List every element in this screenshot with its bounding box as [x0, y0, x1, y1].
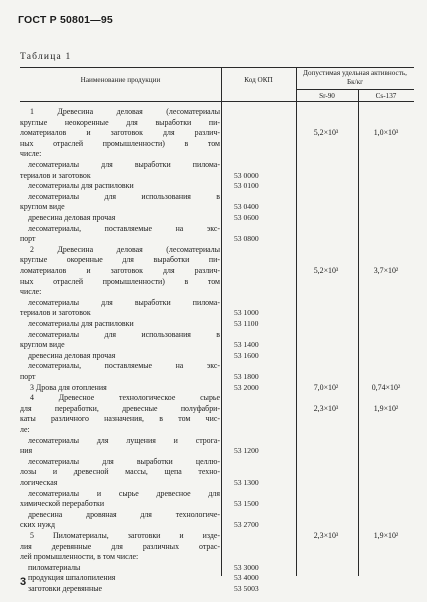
description-line: лесоматериалы и сырье древесное для [28, 488, 220, 498]
column-header-product: Наименование продукции [80, 76, 161, 84]
description-line: ных отраслей промышленности) в том [20, 276, 220, 286]
description-line: териалов и заготовок [20, 308, 91, 318]
description-line: ских нужд [20, 520, 56, 530]
description-line: ния [20, 446, 33, 456]
product-description [20, 330, 220, 351]
description-line: териалов и заготовок [20, 170, 91, 180]
table-row [20, 192, 414, 213]
description-line: числе: [20, 287, 42, 297]
description-line: лесоматериалы, поставляемые на экс- [28, 361, 220, 371]
description-line: лесоматериалы для выработки пилома- [28, 297, 220, 307]
table-top-rule [20, 67, 414, 68]
description-line: продукция шпалопиления [28, 573, 116, 583]
product-description [20, 298, 220, 319]
column-header-sr90: Sr-90 [319, 92, 335, 100]
cs137-activity: 1,9×10² [373, 531, 399, 540]
table-row [20, 383, 414, 394]
product-description [20, 107, 220, 160]
table-row [20, 457, 414, 489]
table-row [20, 224, 414, 245]
description-line: лесоматериалы для выработки целлю- [28, 456, 220, 466]
product-description [20, 192, 220, 213]
okp-code: 53 0400 [234, 202, 259, 212]
description-line: логическая [20, 477, 58, 487]
description-line: ле: [20, 424, 30, 434]
description-line: 1 Древесина деловая (лесоматериалы [30, 107, 220, 116]
okp-code: 53 2000 [234, 382, 259, 392]
cs137-activity: 1,0×10³ [373, 128, 399, 138]
table-row [20, 563, 414, 574]
description-line: 4 Древесное технологическое сырье [30, 393, 220, 403]
page-number: 3 [20, 576, 27, 588]
table-row [20, 181, 414, 192]
table-row [20, 351, 414, 362]
description-line: числе: [20, 149, 42, 159]
okp-code: 53 2700 [234, 520, 259, 530]
product-description [20, 510, 220, 531]
product-description [20, 224, 220, 245]
description-line: круглые неокоренные для выработки пи- [20, 117, 220, 127]
cs137-activity: 1,9×10² [373, 403, 399, 413]
okp-code: 53 1000 [234, 308, 259, 318]
table-caption: Таблица 1 [20, 52, 72, 62]
table-row [20, 510, 414, 531]
product-description [20, 531, 220, 563]
table-row [20, 107, 414, 160]
okp-code: 53 1300 [234, 477, 259, 487]
description-line: каты различного назначения, в том чис- [20, 414, 220, 424]
cs137-activity: 0,74×10² [371, 382, 401, 392]
description-line: лесоматериалы для использования в [28, 329, 220, 339]
product-description [20, 563, 220, 574]
product-description [20, 584, 220, 595]
table-row [20, 245, 414, 298]
okp-code: 53 1100 [234, 319, 259, 328]
description-line: лесоматериалы для распиловки [28, 181, 134, 191]
product-description [20, 160, 220, 181]
description-line: ных отраслей промышленности) в том [20, 138, 220, 148]
table-row [20, 330, 414, 351]
description-line: 3 Дрова для отопления [30, 382, 107, 392]
table-row [20, 319, 414, 330]
table-row [20, 393, 414, 435]
description-line: порт [20, 234, 36, 244]
description-line: порт [20, 371, 36, 381]
data-table [20, 67, 414, 593]
header-bottom-rule [20, 101, 414, 102]
description-line: пиломатериалы [28, 562, 81, 572]
product-description [20, 457, 220, 489]
description-line: круглом виде [20, 340, 65, 350]
subheader-rule [296, 89, 414, 90]
description-line: лесоматериалы для выработки пилома- [28, 160, 220, 169]
sr90-activity: 7,0×10² [313, 382, 339, 392]
description-line: лозы и древесной массы, щепа техно- [20, 467, 220, 477]
sr90-activity: 5,2×10³ [313, 265, 339, 275]
okp-code: 53 1400 [234, 340, 259, 350]
okp-code: 53 5003 [234, 584, 259, 593]
product-description [20, 573, 220, 584]
description-line: круглые окоренные для выработки пи- [20, 255, 220, 265]
table-row [20, 489, 414, 510]
sr90-activity: 5,2×10³ [313, 128, 339, 138]
description-line: заготовки деревянные [28, 584, 103, 593]
okp-code: 53 0800 [234, 234, 259, 244]
description-line: древесина деловая прочая [28, 213, 116, 222]
product-description [20, 393, 220, 435]
table-row [20, 531, 414, 563]
product-description [20, 383, 220, 394]
column-header-cs137: Cs-137 [375, 92, 397, 100]
okp-code: 53 0600 [234, 213, 259, 222]
description-line: древесина деловая прочая [28, 350, 116, 360]
table-row [20, 213, 414, 224]
description-line: ломатериалов и заготовок для различ- [20, 128, 220, 138]
column-header-activity: Допустимая удельная активность, Бк/кг [303, 69, 407, 86]
okp-code: 53 4000 [234, 573, 259, 583]
document-header: ГОСТ Р 50801—95 [18, 14, 113, 26]
description-line: круглом виде [20, 202, 65, 212]
product-description [20, 181, 220, 192]
description-line: 2 Древесина деловая (лесоматериалы [30, 244, 220, 254]
product-description [20, 361, 220, 382]
okp-code: 53 1200 [234, 446, 259, 456]
description-line: древесина дровяная для технологиче- [28, 509, 220, 519]
table-row [20, 573, 414, 584]
okp-code: 53 0000 [234, 170, 259, 180]
description-line: ломатериалов и заготовок для различ- [20, 265, 220, 275]
table-row [20, 160, 414, 181]
description-line: химической переработки [20, 499, 105, 509]
product-description [20, 351, 220, 362]
description-line: лия деревянные для различных отрас- [20, 541, 220, 551]
description-line: лесоматериалы, поставляемые на экс- [28, 223, 220, 233]
table-row [20, 361, 414, 382]
table-row [20, 584, 414, 595]
okp-code: 53 3000 [234, 562, 259, 572]
sr90-activity: 2,3×10³ [313, 403, 339, 413]
okp-code: 53 0100 [234, 181, 259, 191]
okp-code: 53 1800 [234, 371, 259, 381]
okp-code: 53 1500 [234, 499, 259, 509]
product-description [20, 436, 220, 457]
description-line: лесоматериалы для лущения и строга- [28, 435, 220, 445]
okp-code: 53 1600 [234, 350, 259, 360]
table-row [20, 436, 414, 457]
product-description [20, 489, 220, 510]
description-line: лесоматериалы для использования в [28, 191, 220, 201]
product-description [20, 319, 220, 330]
sr90-activity: 2,3×10³ [313, 531, 339, 540]
column-header-code: Код ОКП [244, 76, 273, 84]
description-line: лесоматериалы для распиловки [28, 319, 134, 328]
description-line: лей промышленности, в том числе: [20, 552, 139, 562]
description-line: для переработки, древесные полуфабри- [20, 403, 220, 413]
product-description [20, 213, 220, 224]
cs137-activity: 3,7×10² [373, 265, 399, 275]
description-line: 5 Пиломатериалы, заготовки и изде- [30, 531, 220, 540]
table-row [20, 298, 414, 319]
product-description [20, 245, 220, 298]
